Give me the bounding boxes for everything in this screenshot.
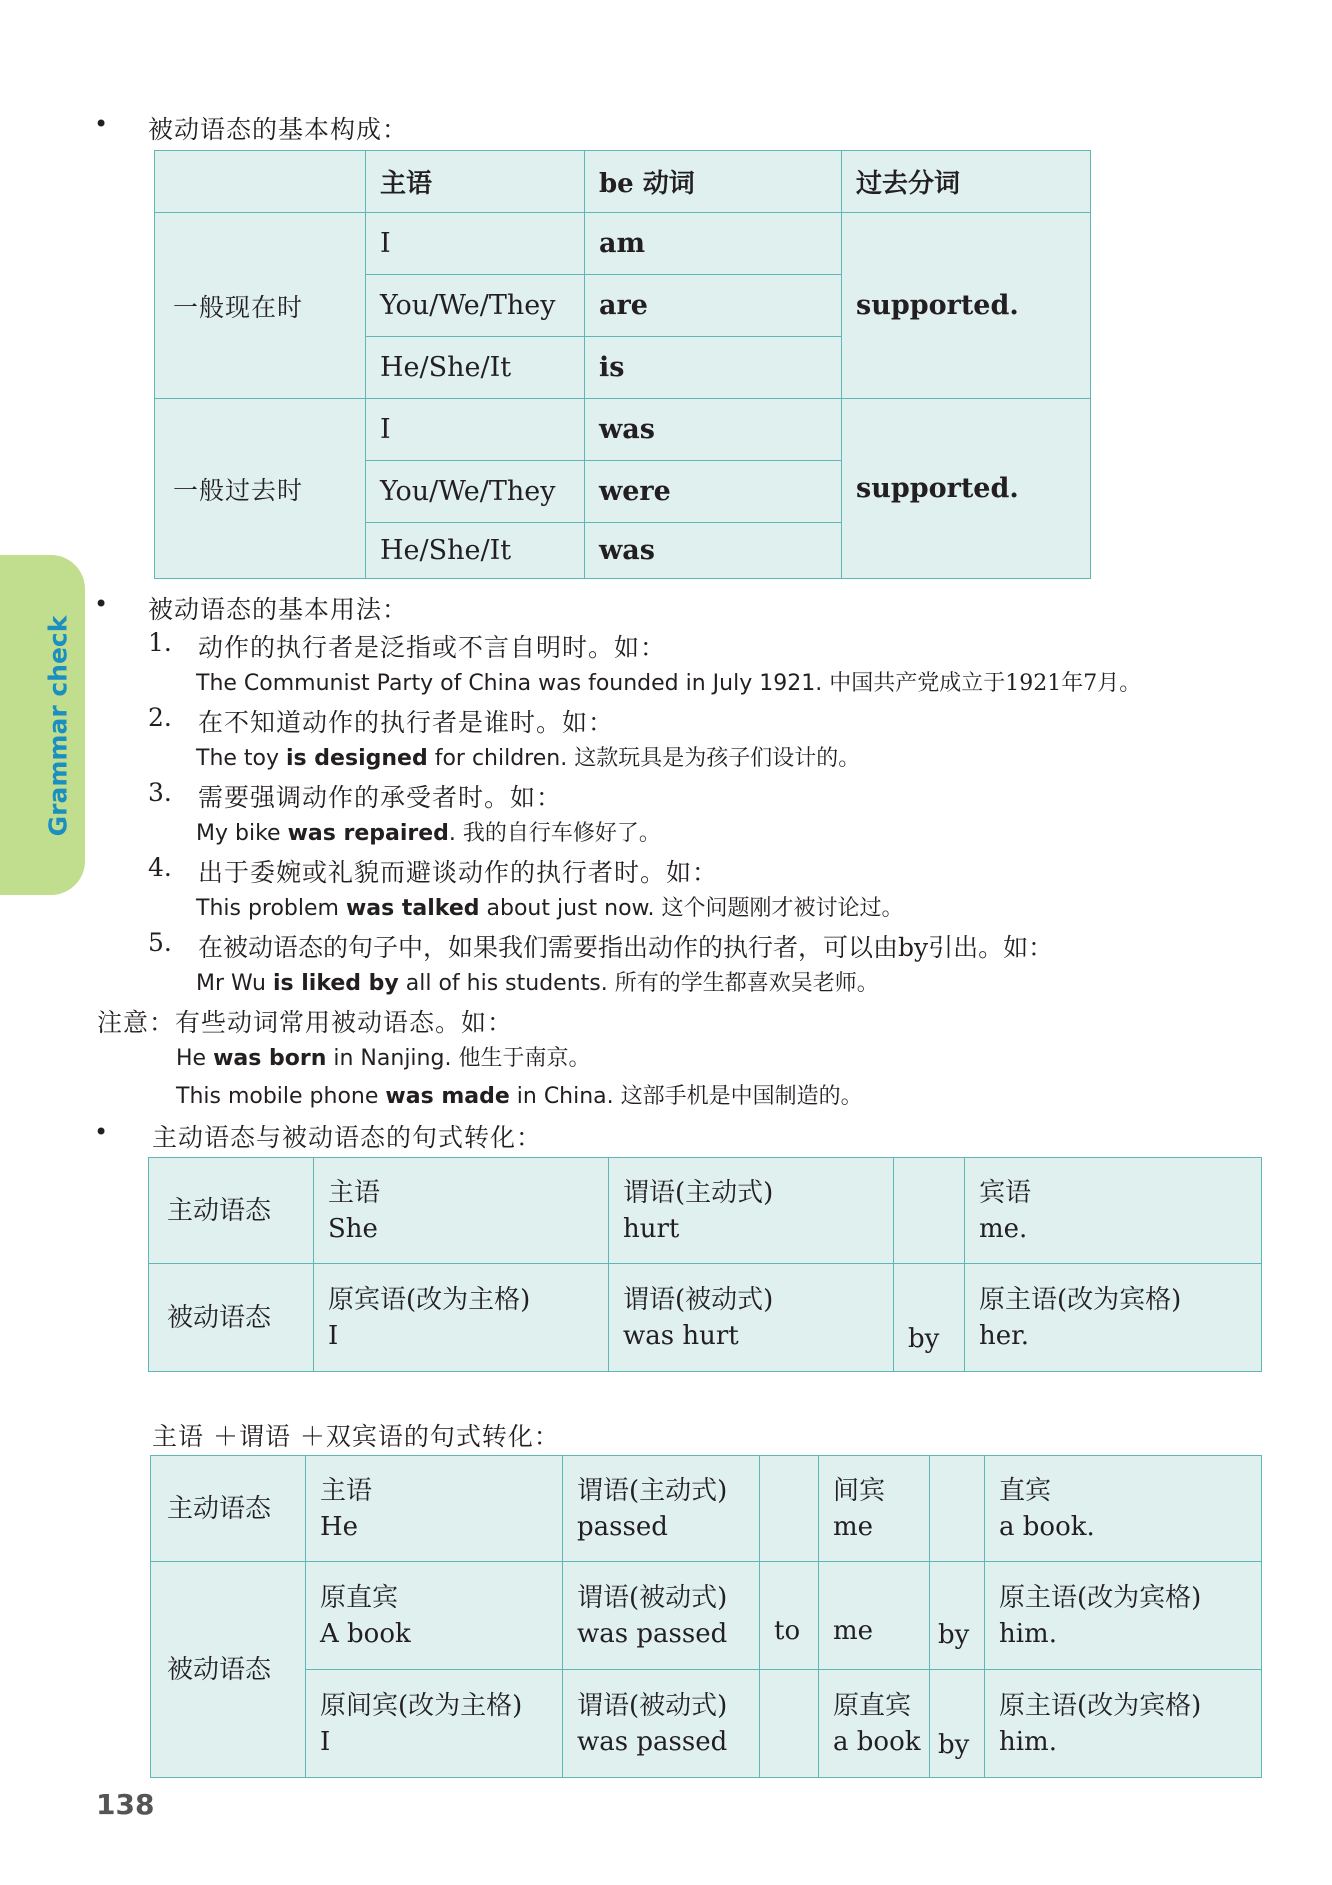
- voice-conversion-table: [148, 1157, 1262, 1372]
- usage-example: This problem was talked about just now. 这个问题刚才被讨论过。: [196, 896, 904, 921]
- subject-cell: He/She/It: [366, 523, 585, 579]
- header-subject: 主语: [366, 151, 585, 213]
- header-participle: 过去分词: [842, 151, 1091, 213]
- passive1-agent: 原主语(改为宾格) him.: [985, 1562, 1262, 1670]
- passive2-by: by: [930, 1670, 985, 1778]
- active-indirect-object: 间宾 me: [819, 1456, 930, 1562]
- example-translation: 中国共产党成立于1921年7月。: [829, 671, 1142, 696]
- subject-cell: I: [366, 213, 585, 275]
- subject-cell: He/She/It: [366, 337, 585, 399]
- header-be-verb: be 动词: [585, 151, 842, 213]
- passive2-agent: 原主语(改为宾格) him.: [985, 1670, 1262, 1778]
- note-heading: 注意：有些动词常用被动语态。如：: [97, 1008, 514, 1037]
- usage-example: The Communist Party of China was founded in July 1921. 中国共产党成立于1921年7月。: [196, 671, 1142, 696]
- passive1-indirect-object: me: [819, 1562, 930, 1670]
- passive1-subject: 原直宾 A book: [306, 1562, 563, 1670]
- section3-heading: 主动语态与被动语态的句式转化：: [152, 1123, 543, 1152]
- note-example: This mobile phone was made in China. 这部手机是中国制造的。: [176, 1084, 863, 1109]
- active-by: [894, 1158, 965, 1264]
- example-translation: 这个问题刚才被讨论过。: [661, 896, 904, 921]
- passive-label: 被动语态: [151, 1562, 306, 1778]
- usage-example: The toy is designed for children. 这款玩具是为孩子们设计的。: [196, 746, 861, 771]
- passive1-to: to: [760, 1562, 819, 1670]
- usage-text: 在不知道动作的执行者是谁时。如：: [198, 708, 615, 737]
- tense-present: 一般现在时: [155, 213, 366, 399]
- side-tab: [0, 555, 85, 895]
- usage-number: 5.: [148, 928, 172, 957]
- passive-by: by: [894, 1264, 965, 1372]
- passive2-direct-object: 原直宾 a book: [819, 1670, 930, 1778]
- be-cell: was: [585, 399, 842, 461]
- example-translation: 所有的学生都喜欢吴老师。: [614, 971, 879, 996]
- subject-cell: I: [366, 399, 585, 461]
- header-empty: [155, 151, 366, 213]
- usage-example: My bike was repaired. 我的自行车修好了。: [196, 821, 661, 846]
- be-cell: was: [585, 523, 842, 579]
- usage-number: 1.: [148, 628, 172, 657]
- passive-agent: 原主语(改为宾格) her.: [965, 1264, 1262, 1372]
- page-number: 138: [96, 1788, 155, 1821]
- example-translation: 这部手机是中国制造的。: [620, 1084, 863, 1109]
- usage-text: 在被动语态的句子中，如果我们需要指出动作的执行者，可以由by引出。如：: [198, 933, 1054, 962]
- active-label: 主动语态: [151, 1456, 306, 1562]
- be-cell: were: [585, 461, 842, 523]
- passive2-subject: 原间宾(改为主格) I: [306, 1670, 563, 1778]
- passive-subject: 原宾语(改为主格) I: [314, 1264, 609, 1372]
- section1-heading: 被动语态的基本构成：: [148, 115, 409, 144]
- usage-text: 出于委婉或礼貌而避谈动作的执行者时。如：: [198, 858, 719, 887]
- section2-heading: 被动语态的基本用法：: [148, 595, 409, 624]
- example-translation: 他生于南京。: [458, 1046, 591, 1071]
- usage-example: Mr Wu is liked by all of his students. 所有的学生都喜欢吴老师。: [196, 971, 879, 996]
- be-cell: am: [585, 213, 842, 275]
- section4-heading: 主语 ＋谓语 ＋双宾语的句式转化：: [152, 1422, 560, 1451]
- participle-cell: supported.: [842, 213, 1091, 399]
- passive-label: 被动语态: [149, 1264, 314, 1372]
- passive2-to: [760, 1670, 819, 1778]
- passive1-predicate: 谓语(被动式) was passed: [563, 1562, 760, 1670]
- bullet-icon: •: [94, 590, 109, 618]
- subject-cell: You/We/They: [366, 461, 585, 523]
- bullet-icon: •: [94, 1118, 109, 1146]
- example-translation: 我的自行车修好了。: [462, 821, 661, 846]
- double-object-table: [150, 1455, 1262, 1778]
- active-label: 主动语态: [149, 1158, 314, 1264]
- active-object: 宾语 me.: [965, 1158, 1262, 1264]
- passive-construction-table: [154, 150, 1091, 579]
- passive-predicate: 谓语(被动式) was hurt: [609, 1264, 894, 1372]
- tense-past: 一般过去时: [155, 399, 366, 579]
- usage-number: 2.: [148, 703, 172, 732]
- usage-number: 3.: [148, 778, 172, 807]
- usage-text: 动作的执行者是泛指或不言自明时。如：: [198, 633, 667, 662]
- active-predicate: 谓语(主动式) passed: [563, 1456, 760, 1562]
- active-to: [760, 1456, 819, 1562]
- side-tab-label: Grammar check: [43, 615, 73, 837]
- active-predicate: 谓语(主动式) hurt: [609, 1158, 894, 1264]
- be-cell: are: [585, 275, 842, 337]
- usage-text: 需要强调动作的承受者时。如：: [198, 783, 563, 812]
- be-cell: is: [585, 337, 842, 399]
- usage-number: 4.: [148, 853, 172, 882]
- active-subject: 主语 She: [314, 1158, 609, 1264]
- active-subject: 主语 He: [306, 1456, 563, 1562]
- subject-cell: You/We/They: [366, 275, 585, 337]
- example-translation: 这款玩具是为孩子们设计的。: [574, 746, 861, 771]
- active-direct-object: 直宾 a book.: [985, 1456, 1262, 1562]
- bullet-icon: •: [94, 110, 109, 138]
- participle-cell: supported.: [842, 399, 1091, 579]
- note-example: He was born in Nanjing. 他生于南京。: [176, 1046, 591, 1071]
- passive2-predicate: 谓语(被动式) was passed: [563, 1670, 760, 1778]
- active-by: [930, 1456, 985, 1562]
- passive1-by: by: [930, 1562, 985, 1670]
